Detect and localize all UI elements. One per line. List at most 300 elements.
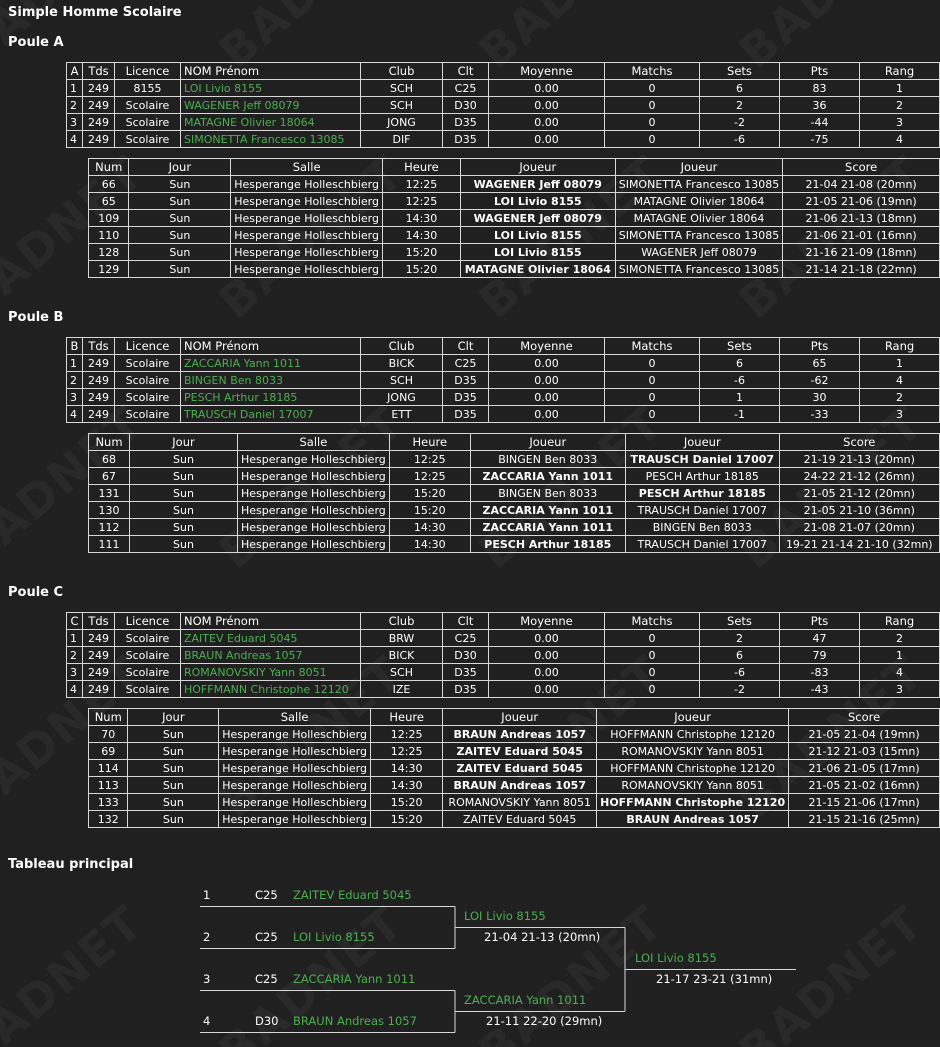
header-cell: C — [67, 613, 83, 630]
cell-matchs: 0 — [605, 630, 700, 647]
cell-p1: WAGENER Jeff 08079 — [460, 210, 615, 227]
player-link[interactable]: SIMONETTA Francesco 13085 — [181, 131, 361, 148]
player-link[interactable]: ZACCARIA Yann 1011 — [181, 355, 361, 372]
cell-matchs: 0 — [605, 406, 700, 423]
cell-salle: Hesperange Holleschbierg — [238, 468, 390, 485]
cell-num: 132 — [89, 811, 128, 828]
cell-p2: BINGEN Ben 8033 — [625, 519, 779, 536]
cell-num: 66 — [89, 176, 129, 193]
cell-score: 21-12 21-03 (15mn) — [789, 743, 940, 760]
cell-p1: BRAUN Andreas 1057 — [443, 726, 597, 743]
cell-matchs: 0 — [605, 389, 700, 406]
player-link[interactable]: TRAUSCH Daniel 17007 — [181, 406, 361, 423]
standings-table — [66, 62, 940, 148]
cell-heure: 14:30 — [389, 519, 470, 536]
cell-licence: Scolaire — [115, 681, 181, 698]
cell-moyenne: 0.00 — [489, 664, 605, 681]
header-cell: Clt — [443, 613, 489, 630]
cell-jour: Sun — [129, 244, 231, 261]
cell-rang: 4 — [860, 131, 940, 148]
cell-p1: ZAITEV Eduard 5045 — [443, 760, 597, 777]
player-link[interactable]: MATAGNE Olivier 18064 — [181, 114, 361, 131]
cell-p2: MATAGNE Olivier 18064 — [615, 193, 783, 210]
cell-moyenne: 0.00 — [489, 630, 605, 647]
cell-moyenne: 0.00 — [489, 114, 605, 131]
standings-header-row — [67, 63, 940, 80]
cell-salle: Hesperange Holleschbierg — [219, 760, 371, 777]
table-row — [89, 176, 940, 193]
cell-clt: D35 — [443, 681, 489, 698]
table-row — [67, 664, 940, 681]
cell-moyenne: 0.00 — [489, 80, 605, 97]
cell-pts: 83 — [780, 80, 860, 97]
cell-score: 21-05 21-12 (20mn) — [779, 485, 939, 502]
cell-clt: D35 — [443, 406, 489, 423]
table-row — [89, 726, 940, 743]
bracket-clt: C25 — [255, 972, 278, 986]
cell-heure: 15:20 — [370, 811, 442, 828]
cell-p2: MATAGNE Olivier 18064 — [615, 210, 783, 227]
cell-p2: HOFFMANN Christophe 12120 — [597, 726, 789, 743]
cell-licence: Scolaire — [115, 630, 181, 647]
cell-heure: 15:20 — [383, 244, 461, 261]
header-cell: Jour — [130, 434, 238, 451]
cell-p2: TRAUSCH Daniel 17007 — [625, 502, 779, 519]
header-cell: Licence — [115, 613, 181, 630]
table-row — [67, 681, 940, 698]
cell-score: 21-06 21-05 (17mn) — [789, 760, 940, 777]
cell-heure: 15:20 — [370, 794, 442, 811]
header-cell: Matchs — [605, 338, 700, 355]
cell-matchs: 0 — [605, 97, 700, 114]
header-cell: Heure — [370, 709, 442, 726]
cell-matchs: 0 — [605, 372, 700, 389]
cell-salle: Hesperange Holleschbierg — [238, 485, 390, 502]
table-row — [89, 811, 940, 828]
table-row — [89, 536, 940, 553]
poule-title: Poule A — [8, 35, 64, 50]
cell-p1: ZACCARIA Yann 1011 — [470, 468, 625, 485]
cell-sets: 2 — [700, 630, 780, 647]
bracket-player-link[interactable]: LOI Livio 8155 — [293, 930, 375, 944]
cell-num: 130 — [89, 502, 130, 519]
row-index: 1 — [67, 630, 83, 647]
row-index: 3 — [67, 664, 83, 681]
cell-heure: 12:25 — [383, 176, 461, 193]
header-cell: Tds — [83, 613, 115, 630]
header-cell: Rang — [860, 338, 940, 355]
header-cell: Num — [89, 159, 129, 176]
cell-p1: LOI Livio 8155 — [460, 244, 615, 261]
standings-table — [66, 337, 940, 423]
table-row — [89, 743, 940, 760]
header-cell: Score — [789, 709, 940, 726]
cell-salle: Hesperange Holleschbierg — [231, 210, 383, 227]
cell-tds: 249 — [83, 630, 115, 647]
matches-table — [88, 708, 940, 828]
cell-num: 109 — [89, 210, 129, 227]
header-cell: NOM Prénom — [181, 338, 361, 355]
cell-matchs: 0 — [605, 131, 700, 148]
cell-moyenne: 0.00 — [489, 389, 605, 406]
cell-sets: 6 — [700, 355, 780, 372]
cell-score: 21-04 21-08 (20mn) — [783, 176, 940, 193]
cell-licence: Scolaire — [115, 372, 181, 389]
table-row — [89, 451, 940, 468]
cell-jour: Sun — [130, 536, 238, 553]
cell-club: BICK — [361, 355, 443, 372]
cell-score: 19-21 21-14 21-10 (32mn) — [779, 536, 939, 553]
cell-num: 128 — [89, 244, 129, 261]
table-row — [89, 468, 940, 485]
player-link[interactable]: WAGENER Jeff 08079 — [181, 97, 361, 114]
header-cell: Salle — [238, 434, 390, 451]
bracket-clt: C25 — [255, 930, 278, 944]
table-row — [67, 97, 940, 114]
cell-club: DIF — [361, 131, 443, 148]
header-cell: Jour — [128, 709, 219, 726]
table-row — [67, 131, 940, 148]
header-cell: Matchs — [605, 63, 700, 80]
cell-score: 21-15 21-06 (17mn) — [789, 794, 940, 811]
bracket-title: Tableau principal — [8, 857, 134, 872]
cell-tds: 249 — [83, 131, 115, 148]
header-cell: Rang — [860, 63, 940, 80]
cell-licence: Scolaire — [115, 647, 181, 664]
row-index: 2 — [67, 97, 83, 114]
table-row — [67, 80, 940, 97]
table-row — [89, 485, 940, 502]
header-cell: Sets — [700, 613, 780, 630]
cell-pts: -43 — [780, 681, 860, 698]
cell-clt: D35 — [443, 372, 489, 389]
cell-rang: 3 — [860, 681, 940, 698]
cell-score: 21-06 21-01 (16mn) — [783, 227, 940, 244]
cell-pts: 47 — [780, 630, 860, 647]
cell-rang: 3 — [860, 406, 940, 423]
cell-rang: 4 — [860, 664, 940, 681]
table-row — [89, 261, 940, 278]
cell-jour: Sun — [129, 261, 231, 278]
header-cell: Heure — [389, 434, 470, 451]
cell-club: IZE — [361, 681, 443, 698]
table-row — [89, 519, 940, 536]
header-cell: Clt — [443, 63, 489, 80]
cell-club: SCH — [361, 80, 443, 97]
header-cell: Matchs — [605, 613, 700, 630]
cell-p1: ZAITEV Eduard 5045 — [443, 743, 597, 760]
cell-moyenne: 0.00 — [489, 406, 605, 423]
header-cell: Sets — [700, 338, 780, 355]
cell-salle: Hesperange Holleschbierg — [231, 193, 383, 210]
player-link[interactable]: HOFFMANN Christophe 12120 — [181, 681, 361, 698]
player-link[interactable]: BRAUN Andreas 1057 — [181, 647, 361, 664]
cell-heure: 14:30 — [370, 760, 442, 777]
cell-num: 65 — [89, 193, 129, 210]
standings-header-row — [67, 613, 940, 630]
semi-winner-link[interactable]: LOI Livio 8155 — [464, 909, 546, 923]
cell-p1: ROMANOVSKIY Yann 8051 — [443, 794, 597, 811]
cell-sets: -2 — [700, 681, 780, 698]
cell-tds: 249 — [83, 372, 115, 389]
table-row — [67, 355, 940, 372]
cell-score: 21-06 21-13 (18mn) — [783, 210, 940, 227]
header-cell: Clt — [443, 338, 489, 355]
header-cell: Joueur — [470, 434, 625, 451]
cell-sets: 6 — [700, 80, 780, 97]
cell-heure: 14:30 — [383, 210, 461, 227]
cell-club: SCH — [361, 372, 443, 389]
cell-heure: 14:30 — [389, 536, 470, 553]
matches-header-row — [89, 159, 940, 176]
cell-rang: 1 — [860, 647, 940, 664]
cell-p2: PESCH Arthur 18185 — [625, 468, 779, 485]
bracket-seed: 4 — [203, 1014, 211, 1028]
standings-header-row — [67, 338, 940, 355]
cell-jour: Sun — [129, 227, 231, 244]
table-row — [67, 406, 940, 423]
cell-salle: Hesperange Holleschbierg — [238, 536, 390, 553]
cell-clt: C25 — [443, 80, 489, 97]
cell-jour: Sun — [128, 811, 219, 828]
cell-salle: Hesperange Holleschbierg — [219, 794, 371, 811]
cell-club: SCH — [361, 97, 443, 114]
matches-header-row — [89, 709, 940, 726]
cell-licence: Scolaire — [115, 664, 181, 681]
cell-clt: D35 — [443, 131, 489, 148]
cell-salle: Hesperange Holleschbierg — [231, 261, 383, 278]
cell-salle: Hesperange Holleschbierg — [231, 227, 383, 244]
cell-club: ETT — [361, 406, 443, 423]
cell-sets: -6 — [700, 131, 780, 148]
watermark-text — [729, 895, 934, 1047]
page-title: Simple Homme Scolaire — [8, 5, 182, 20]
cell-matchs: 0 — [605, 355, 700, 372]
header-cell: Joueur — [597, 709, 789, 726]
cell-matchs: 0 — [605, 647, 700, 664]
cell-club: SCH — [361, 664, 443, 681]
cell-num: 112 — [89, 519, 130, 536]
player-link[interactable]: PESCH Arthur 18185 — [181, 389, 361, 406]
cell-matchs: 0 — [605, 80, 700, 97]
row-index: 4 — [67, 681, 83, 698]
cell-score: 21-05 21-10 (36mn) — [779, 502, 939, 519]
bracket-seed: 1 — [203, 888, 211, 902]
cell-p2: HOFFMANN Christophe 12120 — [597, 794, 789, 811]
cell-num: 68 — [89, 451, 130, 468]
header-cell: Num — [89, 709, 128, 726]
standings-table — [66, 612, 940, 698]
player-link[interactable]: LOI Livio 8155 — [181, 80, 361, 97]
cell-score: 21-08 21-07 (20mn) — [779, 519, 939, 536]
semi-winner-link[interactable]: ZACCARIA Yann 1011 — [464, 993, 587, 1007]
cell-rang: 1 — [860, 355, 940, 372]
cell-tds: 249 — [83, 114, 115, 131]
cell-licence: Scolaire — [115, 131, 181, 148]
cell-jour: Sun — [128, 794, 219, 811]
header-cell: Pts — [780, 338, 860, 355]
cell-salle: Hesperange Holleschbierg — [231, 176, 383, 193]
cell-p1: ZACCARIA Yann 1011 — [470, 519, 625, 536]
cell-tds: 249 — [83, 664, 115, 681]
cell-p2: PESCH Arthur 18185 — [625, 485, 779, 502]
cell-tds: 249 — [83, 355, 115, 372]
header-cell: NOM Prénom — [181, 613, 361, 630]
matches-table — [88, 433, 940, 553]
cell-num: 110 — [89, 227, 129, 244]
poule-title: Poule B — [8, 310, 64, 325]
table-row — [67, 114, 940, 131]
cell-sets: -2 — [700, 114, 780, 131]
header-cell: Moyenne — [489, 338, 605, 355]
header-cell: Moyenne — [489, 63, 605, 80]
cell-jour: Sun — [130, 485, 238, 502]
cell-salle: Hesperange Holleschbierg — [238, 519, 390, 536]
cell-rang: 1 — [860, 80, 940, 97]
header-cell: Joueur — [625, 434, 779, 451]
matches-header-row — [89, 434, 940, 451]
cell-num: 114 — [89, 760, 128, 777]
cell-heure: 12:25 — [389, 468, 470, 485]
cell-sets: 2 — [700, 97, 780, 114]
final-score: 21-17 23-21 (31mn) — [656, 972, 773, 986]
cell-pts: 65 — [780, 355, 860, 372]
cell-p1: ZAITEV Eduard 5045 — [443, 811, 597, 828]
cell-matchs: 0 — [605, 664, 700, 681]
cell-sets: -1 — [700, 406, 780, 423]
header-cell: Sets — [700, 63, 780, 80]
cell-num: 133 — [89, 794, 128, 811]
cell-salle: Hesperange Holleschbierg — [231, 244, 383, 261]
cell-rang: 2 — [860, 389, 940, 406]
cell-p2: ROMANOVSKIY Yann 8051 — [597, 777, 789, 794]
cell-tds: 249 — [83, 97, 115, 114]
header-cell: Joueur — [460, 159, 615, 176]
header-cell: Joueur — [615, 159, 783, 176]
cell-clt: D35 — [443, 664, 489, 681]
cell-rang: 2 — [860, 97, 940, 114]
cell-p1: MATAGNE Olivier 18064 — [460, 261, 615, 278]
cell-club: BRW — [361, 630, 443, 647]
header-cell: Rang — [860, 613, 940, 630]
cell-clt: D30 — [443, 97, 489, 114]
cell-heure: 15:20 — [389, 502, 470, 519]
cell-licence: Scolaire — [115, 406, 181, 423]
cell-sets: -6 — [700, 664, 780, 681]
final-winner-link[interactable]: LOI Livio 8155 — [635, 951, 717, 965]
cell-tds: 249 — [83, 406, 115, 423]
cell-sets: 1 — [700, 389, 780, 406]
bracket-player-link[interactable]: ZACCARIA Yann 1011 — [293, 972, 416, 986]
player-link[interactable]: BINGEN Ben 8033 — [181, 372, 361, 389]
cell-p2: WAGENER Jeff 08079 — [615, 244, 783, 261]
bracket-seed: 2 — [203, 930, 211, 944]
poule-title: Poule C — [8, 585, 64, 600]
cell-club: BICK — [361, 647, 443, 664]
cell-score: 21-15 21-16 (25mn) — [789, 811, 940, 828]
cell-moyenne: 0.00 — [489, 355, 605, 372]
cell-jour: Sun — [128, 777, 219, 794]
header-cell: Pts — [780, 63, 860, 80]
cell-clt: C25 — [443, 630, 489, 647]
cell-jour: Sun — [128, 726, 219, 743]
cell-tds: 249 — [83, 681, 115, 698]
cell-p1: PESCH Arthur 18185 — [470, 536, 625, 553]
cell-moyenne: 0.00 — [489, 647, 605, 664]
cell-salle: Hesperange Holleschbierg — [238, 451, 390, 468]
cell-score: 21-19 21-13 (20mn) — [779, 451, 939, 468]
cell-num: 113 — [89, 777, 128, 794]
table-row — [89, 794, 940, 811]
cell-rang: 2 — [860, 630, 940, 647]
semi-score: 21-04 21-13 (20mn) — [484, 930, 601, 944]
cell-tds: 249 — [83, 647, 115, 664]
table-row — [89, 502, 940, 519]
cell-p2: BRAUN Andreas 1057 — [597, 811, 789, 828]
cell-tds: 249 — [83, 389, 115, 406]
cell-num: 111 — [89, 536, 130, 553]
cell-salle: Hesperange Holleschbierg — [219, 743, 371, 760]
header-cell: Joueur — [443, 709, 597, 726]
header-cell: Club — [361, 63, 443, 80]
cell-heure: 12:25 — [383, 193, 461, 210]
cell-pts: -33 — [780, 406, 860, 423]
player-link[interactable]: ZAITEV Eduard 5045 — [181, 630, 361, 647]
cell-p2: TRAUSCH Daniel 17007 — [625, 536, 779, 553]
header-cell: NOM Prénom — [181, 63, 361, 80]
cell-jour: Sun — [130, 451, 238, 468]
header-cell: Club — [361, 613, 443, 630]
cell-licence: Scolaire — [115, 97, 181, 114]
header-cell: Pts — [780, 613, 860, 630]
cell-jour: Sun — [130, 468, 238, 485]
cell-pts: -75 — [780, 131, 860, 148]
row-index: 3 — [67, 389, 83, 406]
cell-num: 67 — [89, 468, 130, 485]
cell-p1: ZACCARIA Yann 1011 — [470, 502, 625, 519]
cell-heure: 12:25 — [370, 726, 442, 743]
table-row — [67, 630, 940, 647]
cell-p2: SIMONETTA Francesco 13085 — [615, 261, 783, 278]
header-cell: Licence — [115, 338, 181, 355]
cell-moyenne: 0.00 — [489, 681, 605, 698]
cell-clt: D35 — [443, 389, 489, 406]
header-cell: Tds — [83, 338, 115, 355]
bracket-player-link[interactable]: ZAITEV Eduard 5045 — [293, 888, 412, 902]
cell-p1: BRAUN Andreas 1057 — [443, 777, 597, 794]
row-index: 3 — [67, 114, 83, 131]
bracket-player-link[interactable]: BRAUN Andreas 1057 — [293, 1014, 417, 1028]
cell-licence: 8155 — [115, 80, 181, 97]
table-row — [89, 244, 940, 261]
cell-p2: TRAUSCH Daniel 17007 — [625, 451, 779, 468]
cell-licence: Scolaire — [115, 389, 181, 406]
cell-num: 69 — [89, 743, 128, 760]
cell-jour: Sun — [129, 193, 231, 210]
bracket-clt: D30 — [255, 1014, 279, 1028]
cell-pts: 79 — [780, 647, 860, 664]
cell-heure: 15:20 — [389, 485, 470, 502]
watermark-text — [0, 895, 154, 1047]
cell-tds: 249 — [83, 80, 115, 97]
cell-heure: 12:25 — [389, 451, 470, 468]
cell-clt: D30 — [443, 647, 489, 664]
cell-salle: Hesperange Holleschbierg — [219, 777, 371, 794]
cell-p2: ROMANOVSKIY Yann 8051 — [597, 743, 789, 760]
cell-salle: Hesperange Holleschbierg — [219, 811, 371, 828]
player-link[interactable]: ROMANOVSKIY Yann 8051 — [181, 664, 361, 681]
cell-matchs: 0 — [605, 681, 700, 698]
